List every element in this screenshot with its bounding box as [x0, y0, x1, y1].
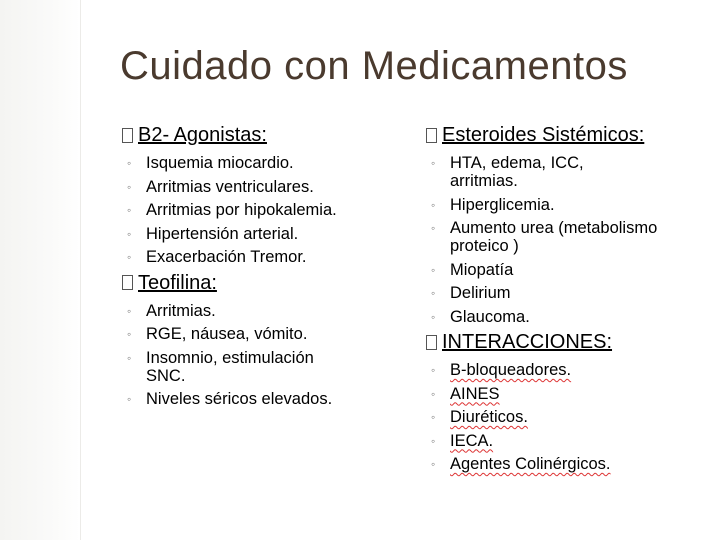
slide-title: Cuidado con Medicamentos [120, 44, 628, 88]
list-item: ◦ Arritmias por hipokalemia. [127, 201, 337, 219]
list-item: ◦ IECA. [431, 431, 494, 450]
circle-bullet-icon: ◦ [431, 309, 436, 324]
circle-bullet-icon: ◦ [127, 203, 132, 217]
list-item: ◦ Aumento urea (metabolismo proteico ) [431, 219, 658, 255]
circle-bullet-icon: ◦ [127, 179, 132, 194]
section-heading-interacciones [426, 331, 716, 353]
list-item: ◦ Diuréticos. [431, 408, 528, 426]
circle-bullet-icon: ◦ [431, 156, 436, 170]
list-item: ◦ Hiperglicemia. [431, 195, 555, 214]
list-item: ◦ B-bloqueadores. [431, 361, 572, 379]
circle-bullet-icon: ◦ [431, 262, 436, 277]
circle-bullet-icon: ◦ [127, 226, 132, 241]
right-column [426, 124, 716, 479]
list-item: ◦ Niveles séricos elevados. [127, 390, 333, 408]
circle-bullet-icon: ◦ [127, 327, 132, 341]
list-item: ◦ Insomnio, estimulación SNC. [127, 348, 314, 385]
list-item: ◦ Glaucoma. [431, 307, 530, 326]
list-item: ◦ Hipertensión arterial. [127, 224, 299, 243]
interacciones-list [426, 361, 716, 473]
list-item: ◦ Miopatía [431, 260, 514, 279]
circle-bullet-icon: ◦ [127, 350, 132, 365]
circle-bullet-icon: ◦ [127, 392, 132, 406]
section-heading-text: Esteroides Sistémicos: [442, 124, 645, 146]
slide-side-band [0, 0, 81, 540]
list-item: ◦ Delirium [431, 284, 511, 302]
teofilina-list [122, 302, 392, 409]
circle-bullet-icon: ◦ [431, 286, 436, 300]
circle-bullet-icon: ◦ [431, 221, 436, 235]
section-heading-text: INTERACCIONES: [442, 331, 613, 353]
section-heading-b2-agonistas [122, 124, 392, 146]
circle-bullet-icon: ◦ [431, 363, 436, 377]
list-item: ◦ Arritmias ventriculares. [127, 177, 314, 196]
circle-bullet-icon: ◦ [431, 386, 436, 401]
circle-bullet-icon: ◦ [127, 156, 132, 170]
section-heading-text: B2- Agonistas: [138, 124, 267, 146]
list-item: ◦ Exacerbación Tremor. [127, 248, 307, 266]
square-bullet-icon [426, 335, 437, 350]
section-heading-teofilina [122, 272, 392, 294]
section-heading-text: Teofilina: [138, 271, 217, 294]
circle-bullet-icon: ◦ [431, 410, 436, 424]
list-item: ◦ Isquemia miocardio. [127, 154, 294, 172]
list-item: ◦ HTA, edema, ICC, arritmias. [431, 154, 584, 190]
list-item: ◦ RGE, náusea, vómito. [127, 325, 308, 343]
section-heading-esteroides [426, 124, 716, 146]
list-item: ◦ Agentes Colinérgicos. [431, 455, 611, 473]
circle-bullet-icon: ◦ [431, 457, 436, 471]
left-column [122, 124, 392, 414]
square-bullet-icon [426, 128, 437, 143]
circle-bullet-icon: ◦ [127, 250, 132, 264]
circle-bullet-icon: ◦ [431, 433, 436, 448]
square-bullet-icon [122, 128, 133, 143]
esteroides-list [426, 154, 716, 326]
square-bullet-icon [122, 275, 133, 290]
list-item: ◦ AINES [431, 384, 500, 403]
list-item: ◦ Arritmias. [127, 301, 216, 320]
circle-bullet-icon: ◦ [127, 303, 132, 318]
circle-bullet-icon: ◦ [431, 197, 436, 212]
b2-agonistas-list [122, 154, 392, 266]
